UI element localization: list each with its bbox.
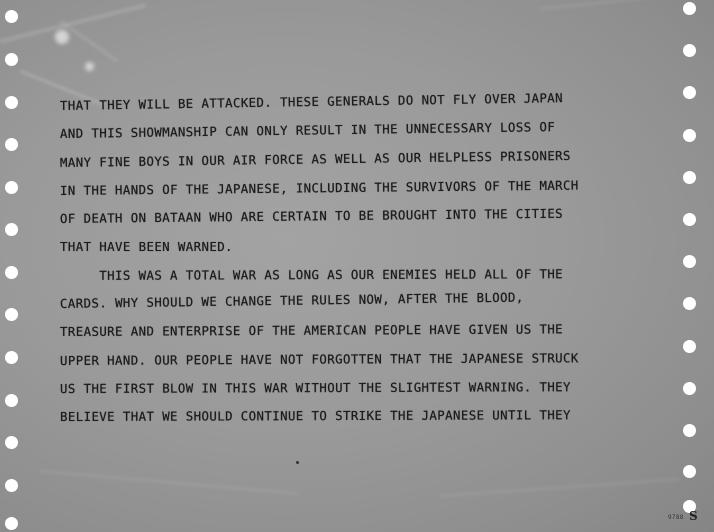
feed-hole xyxy=(683,129,696,142)
feed-hole xyxy=(683,213,696,226)
feed-hole xyxy=(683,382,696,395)
feed-hole xyxy=(683,44,696,57)
feed-hole xyxy=(5,96,18,109)
feed-hole xyxy=(5,266,18,279)
text-line: THAT HAVE BEEN WARNED. xyxy=(60,239,233,255)
paper-crease xyxy=(59,20,117,62)
typewritten-text xyxy=(60,92,630,432)
text-line: US THE FIRST BLOW IN THIS WAR WITHOUT THE SLIGHTEST WARNING. THEY xyxy=(59,379,571,396)
text-line: AND THIS SHOWMANSHIP CAN ONLY RESULT IN THE UNNECESSARY LOSS OF xyxy=(59,119,556,142)
feed-hole xyxy=(5,436,18,449)
archive-stamp-code: 9788 xyxy=(668,514,684,521)
left-tractor-feed-holes xyxy=(5,0,25,532)
text-line: THAT THEY WILL BE ATTACKED. THESE GENERALS DO NOT FLY OVER JAPAN xyxy=(59,90,564,113)
feed-hole xyxy=(5,308,18,321)
paper-wear-mark xyxy=(55,30,69,44)
text-line: TREASURE AND ENTERPRISE OF THE AMERICAN PEOPLE HAVE GIVEN US THE xyxy=(59,321,564,340)
feed-hole xyxy=(683,424,696,437)
text-line: CARDS. WHY SHOULD WE CHANGE THE RULES NOW, AFTER THE BLOOD, xyxy=(59,289,524,312)
text-line: IN THE HANDS OF THE JAPANESE, INCLUDING THE SURVIVORS OF THE MARCH xyxy=(59,177,579,198)
text-line: MANY FINE BOYS IN OUR AIR FORCE AS WELL AS OUR HELPLESS PRISONERS xyxy=(59,147,571,170)
feed-hole xyxy=(5,223,18,236)
text-line: UPPER HAND. OUR PEOPLE HAVE NOT FORGOTTEN THAT THE JAPANESE STRUCK xyxy=(59,349,579,368)
feed-hole xyxy=(5,10,18,23)
feed-hole xyxy=(683,340,696,353)
paper-wear-mark xyxy=(85,62,94,71)
paper-crease xyxy=(540,0,699,10)
right-tractor-feed-holes xyxy=(683,0,703,532)
feed-hole xyxy=(5,517,18,530)
feed-hole xyxy=(5,351,18,364)
ink-speck xyxy=(296,461,299,464)
feed-hole xyxy=(683,2,696,15)
paper-crease xyxy=(40,470,299,495)
paper-crease xyxy=(440,478,680,497)
archive-stamp-letter: S xyxy=(689,509,698,523)
feed-hole xyxy=(5,479,18,492)
feed-hole xyxy=(5,53,18,66)
feed-hole xyxy=(683,465,696,478)
feed-hole xyxy=(683,171,696,184)
feed-hole xyxy=(5,138,18,151)
feed-hole xyxy=(5,394,18,407)
feed-hole xyxy=(683,255,696,268)
feed-hole xyxy=(683,297,696,310)
paragraph-start-line: THIS WAS A TOTAL WAR AS LONG AS OUR ENEMIES HELD ALL OF THE xyxy=(59,266,564,283)
feed-hole xyxy=(5,181,18,194)
feed-hole xyxy=(683,86,696,99)
text-line: OF DEATH ON BATAAN WHO ARE CERTAIN TO BE BROUGHT INTO THE CITIES xyxy=(59,205,564,227)
text-line: BELIEVE THAT WE SHOULD CONTINUE TO STRIKE THE JAPANESE UNTIL THEY xyxy=(59,407,571,425)
